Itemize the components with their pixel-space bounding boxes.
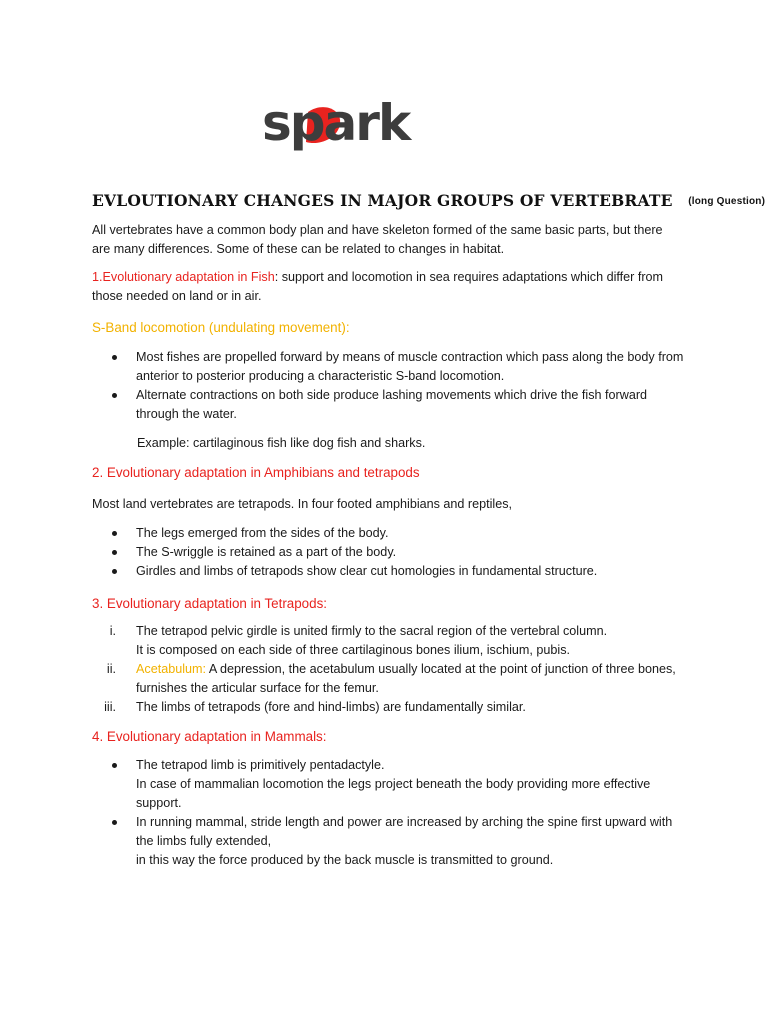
list-item: iii. The limbs of tetrapods (fore and hind-limbs) are fundamentally similar. — [104, 700, 526, 714]
fish-subheading: S-Band locomotion (undulating movement): — [92, 320, 350, 335]
amphibians-bullet-list — [92, 524, 692, 581]
list-item: The legs emerged from the sides of the body. — [92, 524, 692, 543]
list-item: Most fishes are propelled forward by means of muscle contraction which pass along the body from anterior to posterior producing a characteristic S-band locomotion. — [92, 348, 692, 386]
tetrapods-heading: 3. Evolutionary adaptation in Tetrapods: — [92, 596, 327, 611]
mammals-bullet-list — [92, 756, 692, 870]
bullet-icon — [112, 531, 117, 536]
fish-paragraph — [92, 268, 682, 306]
bullet-icon — [112, 569, 117, 574]
list-item: Alternate contractions on both side produce lashing movements which drive the fish forward through the water. — [92, 386, 692, 424]
acetabulum-label: Acetabulum: — [136, 662, 207, 676]
tetrapods-roman-list — [92, 622, 692, 717]
intro-paragraph: All vertebrates have a common body plan and have skeleton formed of the same basic parts, but there are many differences. Some of these can be related to changes in habitat. — [92, 223, 663, 256]
fish-example: Example: cartilaginous fish like dog fish and sharks. — [137, 436, 426, 450]
svg-text:spark: spark — [262, 96, 410, 152]
bullet-icon — [112, 393, 117, 398]
bullet-icon — [112, 550, 117, 555]
spark-logo-mark — [262, 96, 422, 158]
list-item: ii. Acetabulum: A depression, the acetabulum usually located at the point of junction of three bones, furnishes the articular surface for the femur. — [106, 662, 676, 695]
spark-logo — [262, 96, 422, 156]
fish-text: : support and locomotion in sea requires adaptations which differ from those needed on land or in air. — [92, 270, 664, 303]
bullet-icon — [112, 763, 117, 768]
list-item: The S-wriggle is retained as a part of the body. — [92, 543, 692, 562]
bullet-icon — [112, 355, 117, 360]
list-item: Girdles and limbs of tetrapods show clear cut homologies in fundamental structure. — [92, 562, 692, 581]
fish-bullet-list — [92, 348, 692, 424]
fish-heading: 1.Evolutionary adaptation in Fish — [92, 270, 275, 284]
amphibians-intro: Most land vertebrates are tetrapods. In four footed amphibians and reptiles, — [92, 497, 513, 511]
list-item: The tetrapod limb is primitively pentadactyle. In case of mammalian locomotion the legs project beneath the body providing more effective support. — [92, 756, 692, 813]
bullet-icon — [112, 820, 117, 825]
document-title — [92, 191, 765, 210]
amphibians-heading: 2. Evolutionary adaptation in Amphibians and tetrapods — [92, 465, 420, 480]
list-item: In running mammal, stride length and power are increased by arching the spine first upward with the limbs fully extended, in this way the force produced by the back muscle is transmitted to ground. — [92, 813, 692, 870]
title-note: (long Question) — [688, 196, 766, 207]
mammals-heading: 4. Evolutionary adaptation in Mammals: — [92, 729, 327, 744]
list-item: i. The tetrapod pelvic girdle is united firmly to the sacral region of the vertebral column. It is composed on each side of three cartilaginous bones ilium, ischium, pubis. — [109, 624, 608, 657]
title-main: EVLOUTIONARY CHANGES IN MAJOR GROUPS OF VERTEBRATE — [92, 191, 673, 210]
